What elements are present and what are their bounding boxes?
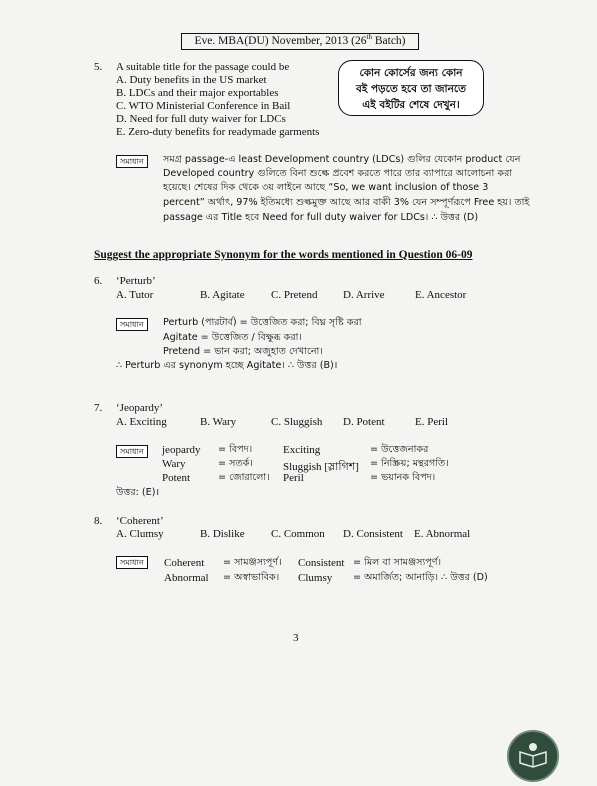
- q7-meaning-jeopardy: = বিপদ।: [218, 444, 253, 455]
- q6-solution-tag: সমাধান: [116, 318, 148, 331]
- promo-callout: [338, 60, 484, 116]
- q8-number: 8.: [94, 515, 103, 527]
- q7-word-peril: Peril: [283, 472, 304, 484]
- q6-line-3: Pretend = ভান করা; অজুহাত দেখানো।: [163, 346, 323, 357]
- q5-explanation-line-2: Developed country গুলিতে বিনা শুল্কে প্রবেশ করতে পারে তার ব্যাপারে আলোচনা করা: [163, 168, 513, 179]
- q6-answer: ∴ Perturb এর synonym হচ্ছে Agitate। ∴ উত্তর (B)।: [116, 360, 338, 371]
- q8-word-consistent: Consistent: [298, 557, 345, 569]
- q6-option-c: C. Pretend: [271, 289, 318, 301]
- q7-option-a: A. Exciting: [116, 416, 167, 428]
- q7-meaning-sluggish: = নিস্ক্রিয়; মন্থরগতি।: [370, 458, 449, 469]
- q5-option-d: D. Need for full duty waiver for LDCs: [116, 113, 286, 125]
- q8-option-c: C. Common: [271, 528, 325, 540]
- q8-meaning-clumsy: = অমার্জিত; আনাড়ি। ∴ উত্তর (D): [353, 572, 488, 583]
- q6-line-2: Agitate = উত্তেজিত / বিক্ষুব্ধ করা।: [163, 332, 302, 343]
- q8-meaning-consistent: = মিল বা সামঞ্জস্যপূর্ণ।: [353, 557, 442, 568]
- q5-option-a: A. Duty benefits in the US market: [116, 74, 267, 86]
- q6-number: 6.: [94, 275, 103, 287]
- q7-option-c: C. Sluggish: [271, 416, 323, 428]
- q6-option-e: E. Ancestor: [415, 289, 467, 301]
- q7-word-potent: Potent: [162, 472, 191, 484]
- q7-word-wary: Wary: [162, 458, 186, 470]
- exam-header: Eve. MBA(DU) November, 2013 (26th Batch): [181, 33, 419, 50]
- q7-word-exciting: Exciting: [283, 444, 321, 456]
- q7-option-b: B. Wary: [200, 416, 237, 428]
- q8-word-coherent: Coherent: [164, 557, 205, 569]
- section-title: Suggest the appropriate Synonym for the words mentioned in Question 06-09: [94, 249, 473, 261]
- q8-option-a: A. Clumsy: [116, 528, 164, 540]
- q8-word-clumsy: Clumsy: [298, 572, 333, 584]
- q8-word-abnormal: Abnormal: [164, 572, 209, 584]
- callout-line-2: বই পড়তে হবে তা জানতে: [356, 83, 466, 95]
- q5-explanation-line-1: সমগ্র passage-এ least Development country (LDCs) গুলির যেকোন product যেন: [163, 154, 521, 165]
- q7-number: 7.: [94, 402, 103, 414]
- q7-meaning-potent: = জোরালো।: [218, 472, 270, 483]
- q6-word: ‘Perturb’: [116, 275, 156, 287]
- q5-solution-tag: সমাধান: [116, 155, 148, 168]
- q8-solution-tag: সমাধান: [116, 556, 148, 569]
- q7-meaning-wary: = সতর্ক।: [218, 458, 253, 469]
- q8-option-b: B. Dislike: [200, 528, 245, 540]
- q6-option-b: B. Agitate: [200, 289, 245, 301]
- q7-meaning-peril: = ভয়ানক বিপদ।: [370, 472, 436, 483]
- q7-option-e: E. Peril: [415, 416, 448, 428]
- q5-option-c: C. WTO Ministerial Conference in Bail: [116, 100, 291, 112]
- q6-option-a: A. Tutor: [116, 289, 154, 301]
- book-emblem-graphic: [509, 732, 557, 780]
- q5-explanation-line-3: হয়েছে। শেষের দিক থেকে ৩য় লাইনে আছে “So, we want inclusion of those 3: [163, 182, 489, 193]
- q7-word-sluggish: Sluggish [স্লাগিশ]: [283, 461, 359, 473]
- q6-option-d: D. Arrive: [343, 289, 385, 301]
- q5-option-b: B. LDCs and their major exportables: [116, 87, 279, 99]
- callout-line-1: কোন কোর্সের জন্য কোন: [359, 67, 463, 79]
- q5-explanation-line-5: passage এর Title হবে Need for full duty waiver for LDCs। ∴ উত্তর (D): [163, 212, 479, 223]
- q6-line-1: Perturb (পারটার্ব) = উত্তেজিত করা; বিঘ্ন সৃষ্টি করা: [163, 317, 362, 328]
- q5-stem: A suitable title for the passage could be: [116, 61, 290, 73]
- q7-solution-tag: সমাধান: [116, 445, 148, 458]
- book-emblem-icon: [507, 730, 559, 782]
- q5-number: 5.: [94, 61, 103, 73]
- q8-meaning-coherent: = সামঞ্জস্যপূর্ণ।: [223, 557, 282, 568]
- q8-option-d: D. Consistent: [343, 528, 403, 540]
- q7-answer: উত্তর: (E)।: [116, 487, 160, 498]
- q7-option-d: D. Potent: [343, 416, 385, 428]
- q7-word-jeopardy: jeopardy: [162, 444, 201, 456]
- q8-meaning-abnormal: = অস্বাভাবিক।: [223, 572, 280, 583]
- page-number: 3: [293, 632, 299, 644]
- q5-explanation-line-4: percent” অর্থাৎ, 97% ইতিমধ্যে শুল্কমুক্ত আছে আর বাকী 3% যেন সম্পূর্ণরূপে Free হয়। তাই: [163, 197, 530, 208]
- callout-line-3: এই বইটির শেষে দেখুন।: [362, 99, 460, 111]
- q7-meaning-exciting: = উত্তেজনাকর: [370, 444, 429, 455]
- q5-option-e: E. Zero-duty benefits for readymade garments: [116, 126, 320, 138]
- q8-word: ‘Coherent’: [116, 515, 164, 527]
- q7-word: ‘Jeopardy’: [116, 402, 164, 414]
- q8-option-e: E. Abnormal: [414, 528, 471, 540]
